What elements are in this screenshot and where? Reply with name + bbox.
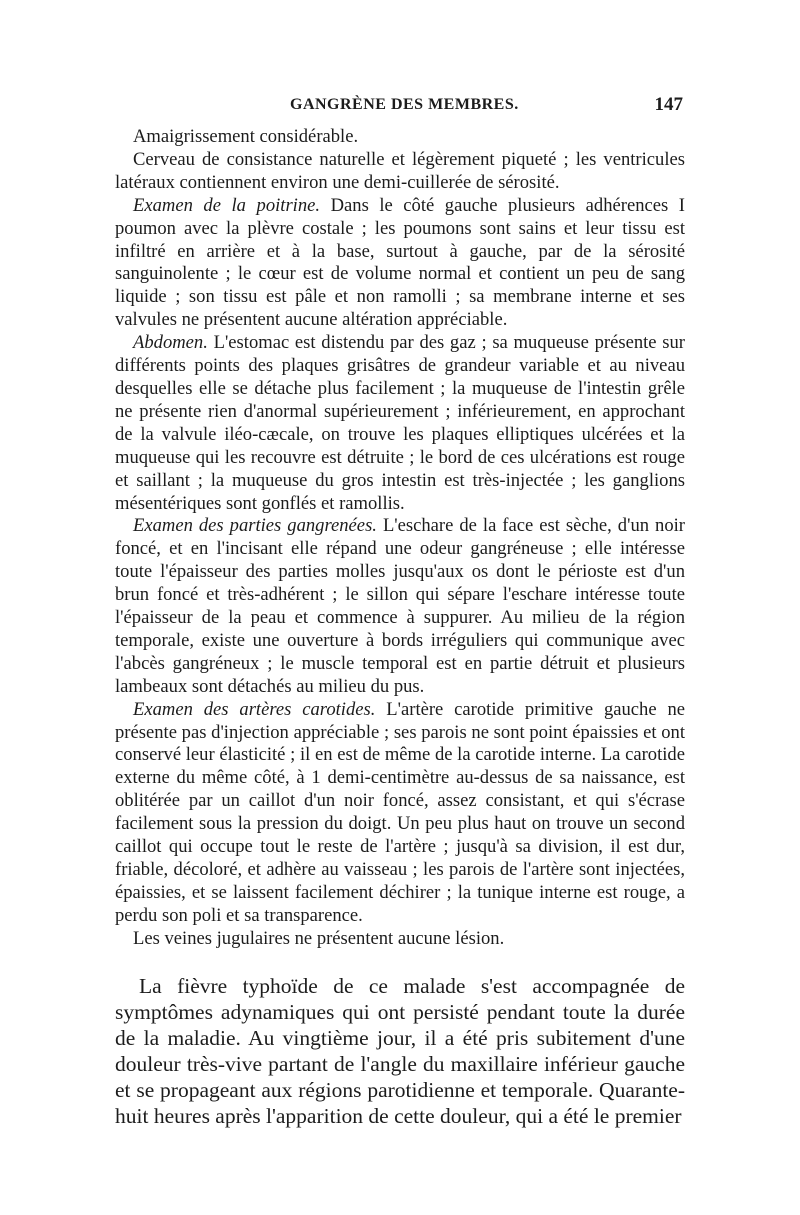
page-body xyxy=(115,126,685,1129)
paragraph-poitrine xyxy=(115,195,685,332)
paragraph-parties-gangrenees xyxy=(115,515,685,698)
paragraph-lead: Abdomen. xyxy=(133,332,208,354)
paragraph-veines-jugulaires xyxy=(115,928,685,951)
paragraph-cerveau xyxy=(115,149,685,195)
paragraph-text: L'artère carotide primitive gauche ne présente pas d'injection appréciable ; ses parois ne sont point épaissies et ont conservé leur élasticité ; il en est de même de la carotide interne. La carotide externe du même côté, à 1 demi-centimètre au-dessus de sa naissance, est oblitérée par un caillot d'un noir foncé, assez consistant, et qui s'écrase facilement sous la pression du doigt. Un peu plus haut on trouve un second caillot qui occupe tout le reste de l'artère ; jusqu'à sa division, il est dur, friable, décoloré, et adhère au vaisseau ; les parois de l'artère sont injectées, épaissies, et se laissent facilement déchirer ; la tunique interne est rouge, a perdu son poli et sa transparence. xyxy=(115,698,686,926)
paragraph-lead: Examen de la poitrine. xyxy=(133,194,321,216)
paragraph-amaigrissement xyxy=(115,126,685,149)
paragraph-text: L'estomac est distendu par des gaz ; sa muqueuse présente sur différents points des plaques grisâtres de grandeur variable et au niveau desquelles elle se détache plus facilement ; la muqueuse de l'intestin grêle ne présente rien d'anormal supérieurement ; inférieurement, en approchant de la valvule iléo-cæcale, on trouve les plaques elliptiques ulcérées et la muqueuse qui les recouvre est détruite ; le bord de ces ulcérations est rouge et saillant ; la muqueuse du gros intestin est très-injectée ; les ganglions mésentériques sont gonflés et ramollis. xyxy=(115,332,685,514)
paragraph-fievre-typhoide: La fièvre typhoïde de ce malade s'est accompagnée de symptômes adynamiques qui ont persisté pendant toute la durée de la maladie. Au vingtième jour, il a été pris subitement d'une douleur très-vive partant de l'angle du maxillaire inférieur gauche et se propageant aux régions parotidienne et temporale. Quarante-huit heures après l'apparition de cette douleur, qui a été le premier xyxy=(115,973,685,1128)
paragraph-text: Amaigrissement considérable. xyxy=(133,126,359,147)
paragraph-text: L'eschare de la face est sèche, d'un noir foncé, et en l'incisant elle répand une odeur gangréneuse ; elle intéresse toute l'épaisseur des parties molles jusqu'aux os dont le périoste est d'un brun foncé et très-adhérent ; le sillon qui sépare l'eschare intéresse toute l'épaisseur de la peau et commence à suppurer. Au milieu de la région temporale, existe une ouverture à bords irréguliers qui communique avec l'abcès gangréneux ; le muscle temporal est en partie détruit et plusieurs lambeaux sont détachés au milieu du pus. xyxy=(115,515,685,697)
case-narrative xyxy=(115,973,685,1129)
paragraph-text: Les veines jugulaires ne présentent aucune lésion. xyxy=(133,927,505,949)
paragraph-lead: Examen des artères carotides. xyxy=(133,698,376,720)
paragraph-abdomen xyxy=(115,332,685,515)
paragraph-text: Dans le côté gauche plusieurs adhérences I poumon avec la plèvre costale ; les poumons sont sains et leur tissu est infiltré en arrière et à la base, surtout à gauche, par de la sérosité sanguinolente ; le cœur est de volume normal et contient un peu de sang liquide ; son tissu est pâle et non ramolli ; sa membrane interne et ses valvules ne présentent aucune altération appréciable. xyxy=(115,194,685,331)
paragraph-text: Cerveau de consistance naturelle et légèrement piqueté ; les ventricules latéraux contiennent environ une demi-cuillerée de sérosité. xyxy=(115,148,685,193)
running-title: GANGRÈNE DES MEMBRES. xyxy=(290,96,519,113)
page-header xyxy=(115,96,685,124)
paragraph-arteres-carotides xyxy=(115,699,685,928)
paragraph-lead: Examen des parties gangrenées. xyxy=(133,515,377,537)
autopsy-report xyxy=(115,126,685,951)
page-number: 147 xyxy=(654,94,683,115)
